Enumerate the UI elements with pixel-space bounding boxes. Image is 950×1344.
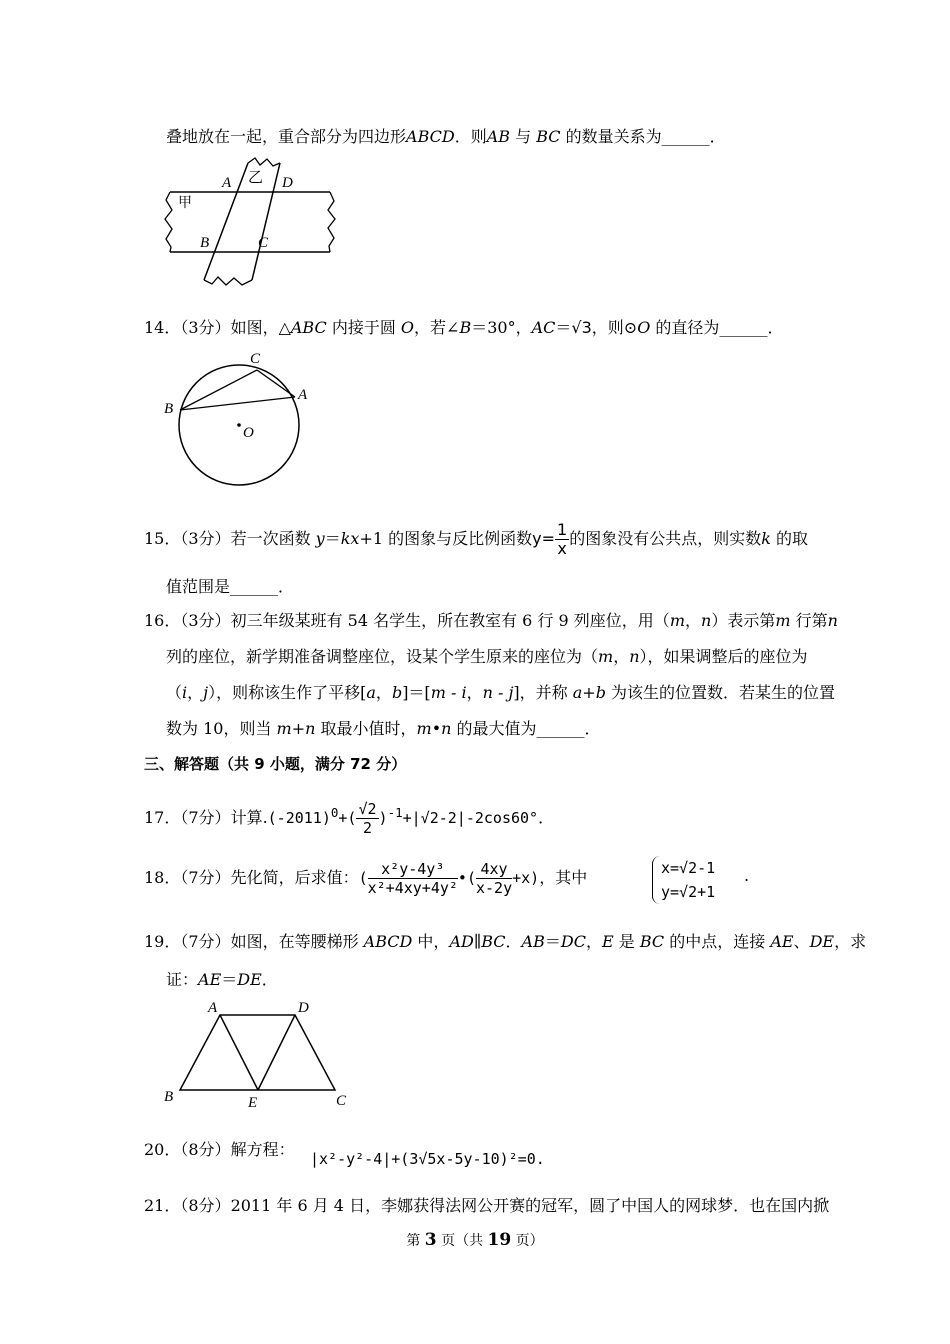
label-C: C: [336, 1093, 347, 1109]
label-jia: 甲: [178, 195, 192, 211]
q14-text: 14．（3分）如图，△ABC 内接于圆 O，若∠B＝30°，AC＝√3，则⊙O 的直径为______．: [144, 318, 784, 337]
q16-line1: 16．（3分）初三年级某班有 54 名学生，所在教室有 6 行 9 列座位，用（m，n）表示第m 行第n: [144, 611, 838, 630]
label-A: A: [298, 387, 308, 403]
q16-line3: （i，j），则称该生作了平移[a，b]＝[m - i，n - j]，并称 a+b 为该生的位置数．若某生的位置: [166, 683, 836, 702]
label-A: A: [208, 1000, 218, 1016]
label-E: E: [248, 1095, 258, 1110]
q15-fraction: $\frac{1}{x}$: [557, 520, 568, 558]
q15-text-2: 值范围是______．: [166, 577, 295, 596]
label-C: C: [250, 351, 261, 367]
q13-strips-figure: [160, 155, 350, 290]
q18-end: .: [744, 866, 750, 885]
q14-circle-figure: [160, 345, 315, 490]
label-B: B: [200, 235, 210, 251]
q19-line2: 证：AE＝DE．: [166, 970, 278, 989]
q19-line1: 19．（7分）如图，在等腰梯形 ABCD 中，AD∥BC．AB＝DC，E 是 BC 的中点，连接 AE、DE，求: [144, 932, 867, 951]
label-B: B: [164, 401, 174, 417]
label-C: C: [258, 235, 269, 251]
q18-condition-system: x=√2-1 y=√2+1: [652, 856, 715, 904]
label-yi: 乙: [248, 168, 264, 186]
q19-trapezoid-figure: [160, 995, 360, 1110]
label-D: D: [298, 1000, 309, 1016]
label-D: D: [282, 175, 293, 191]
section-heading: 三、解答题（共 9 小题，满分 72 分）: [144, 755, 407, 773]
q13-text: 叠地放在一起，重合部分为四边形ABCD．则AB 与 BC 的数量关系为______．: [166, 127, 726, 146]
q15-text: 15．（3分）若一次函数 y＝kx+1 的图象与反比例函数y= $\frac{1}{x}$ 的图象没有公共点，则实数k 的取: [144, 520, 808, 558]
label-O: O: [243, 425, 254, 441]
q16-line4: 数为 10，则当 m+n 取最小值时，m•n 的最大值为______．: [166, 719, 601, 738]
q17-text: 17．（7分）计算$.(-2011)^0+$( $\frac{√2}{2}$ )$^{-1}$+|√2-2|-2cos60°．: [144, 800, 555, 837]
label-A: A: [222, 175, 232, 191]
q20-equation: |x²-y²-4|+(3√5x-5y-10)²=0.: [310, 1150, 545, 1168]
q16-line2: 列的座位，新学期准备调整座位，设某个学生原来的座位为（m，n），如果调整后的座位为: [166, 647, 808, 666]
q18-text: 18．（7分）先化简，后求值：( $\frac{\text{x²y-4y³}}{\text{x²+4xy+4y²}}$ •( $\frac{4xy}{x-2y}$ +x)，其中: [144, 860, 588, 897]
label-B: B: [164, 1089, 174, 1105]
q21-text: 21．（8分）2011 年 6 月 4 日，李娜获得法网公开赛的冠军，圆了中国人的网球梦．也在国内掀: [144, 1196, 830, 1215]
page-footer: 第 3 页（共 19 页）: [406, 1230, 544, 1250]
q20-text: 20．（8分）解方程：: [144, 1140, 295, 1159]
